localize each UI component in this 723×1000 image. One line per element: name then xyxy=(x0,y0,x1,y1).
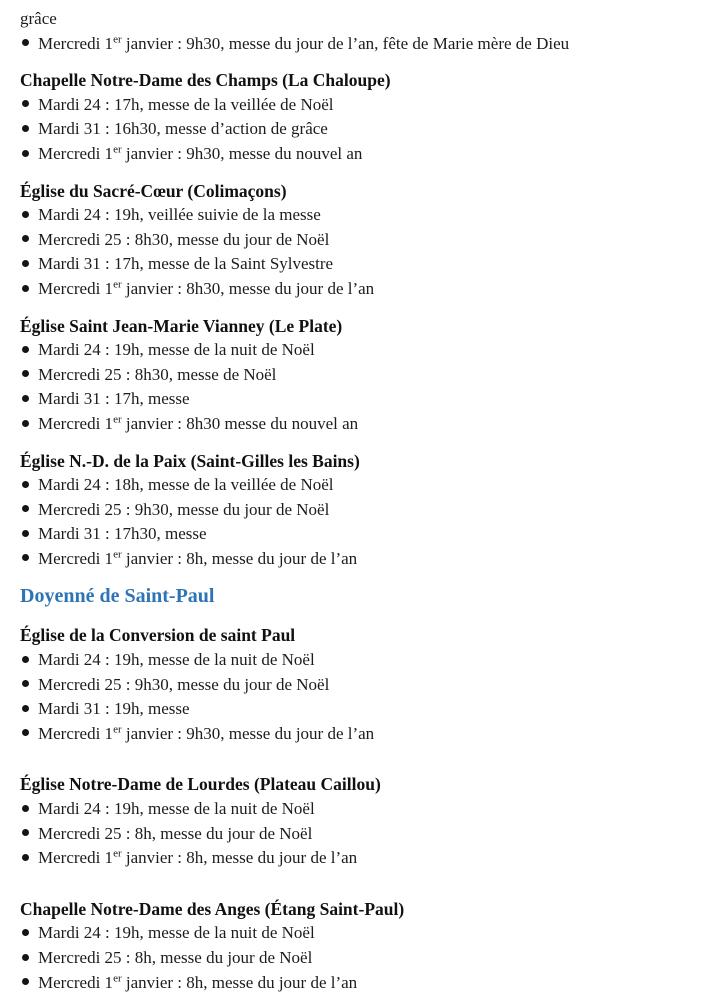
mass-time-item xyxy=(20,648,709,673)
bullet-icon xyxy=(22,39,29,46)
mass-time-item xyxy=(20,846,709,871)
mass-time-text: Mercredi 25 : 9h30, messe du jour de Noël xyxy=(38,499,330,519)
church-heading: Chapelle Notre-Dame des Champs (La Chaloupe) xyxy=(20,70,391,91)
mass-times-list xyxy=(20,921,709,995)
bullet-icon xyxy=(22,370,29,377)
mass-time-text: Mardi 24 : 19h, messe de la nuit de Noël xyxy=(38,650,315,670)
church-heading: Église de la Conversion de saint Paul xyxy=(20,625,296,646)
mass-times-list xyxy=(20,203,709,301)
mass-time-text: Mercredi 1er janvier : 8h, messe du jour de l’an xyxy=(38,548,358,568)
mass-time-text: Mercredi 1er janvier : 9h30, messe du nouvel an xyxy=(38,143,363,163)
church-section xyxy=(20,68,709,166)
mass-time-item xyxy=(20,363,709,388)
bullet-icon xyxy=(22,150,29,157)
church-heading: Chapelle Notre-Dame des Anges (Étang Saint-Paul) xyxy=(20,898,405,919)
bullet-icon xyxy=(22,554,29,561)
bullet-icon xyxy=(22,530,29,537)
mass-time-text: Mardi 24 : 18h, messe de la veillée de Noël xyxy=(38,475,334,495)
bullet-icon xyxy=(22,978,29,985)
ordinal-superscript: er xyxy=(113,548,122,561)
mass-time-text: Mercredi 1er janvier : 8h30 messe du nouvel an xyxy=(38,413,359,433)
mass-time-item xyxy=(20,277,709,302)
bullet-icon xyxy=(22,100,29,107)
ordinal-superscript: er xyxy=(113,971,122,984)
mass-time-text: Mercredi 1er janvier : 8h, messe du jour de l’an xyxy=(38,971,358,992)
bullet-icon xyxy=(22,285,29,292)
bullet-icon xyxy=(22,346,29,353)
deanery-heading: Doyenné de Saint-Paul xyxy=(20,585,215,608)
mass-time-item xyxy=(20,498,709,523)
mass-time-text: Mercredi 25 : 8h30, messe de Noël xyxy=(38,364,277,384)
bullet-icon xyxy=(22,954,29,961)
mass-time-text: Mardi 31 : 17h30, messe xyxy=(38,524,207,544)
mass-time-item xyxy=(20,228,709,253)
church-section xyxy=(20,449,709,572)
bullet-icon xyxy=(22,854,29,861)
bullet-icon xyxy=(22,505,29,512)
document-body xyxy=(20,7,709,995)
church-section xyxy=(20,179,709,302)
church-heading: Église du Sacré-Cœur (Colimaçons) xyxy=(20,180,287,201)
mass-time-text: Mercredi 25 : 8h, messe du jour de Noël xyxy=(38,823,313,843)
bullet-icon xyxy=(22,211,29,218)
mass-time-item xyxy=(20,93,709,118)
mass-time-text: Mercredi 1er janvier : 9h30, messe du jour de l’an xyxy=(38,723,375,743)
mass-time-item xyxy=(20,338,709,363)
mass-times-list xyxy=(20,473,709,571)
church-heading: Église N.-D. de la Paix (Saint-Gilles les Bains) xyxy=(20,450,360,471)
mass-time-item xyxy=(20,946,709,971)
mass-time-text: Mardi 31 : 17h, messe de la Saint Sylvestre xyxy=(38,254,334,274)
church-heading: Église Saint Jean-Marie Vianney (Le Plate) xyxy=(20,315,343,336)
bullet-icon xyxy=(22,929,29,936)
mass-time-item xyxy=(20,203,709,228)
mass-time-item xyxy=(20,412,709,437)
mass-time-text: Mardi 24 : 17h, messe de la veillée de Noël xyxy=(38,94,334,114)
mass-time-text: Mardi 31 : 16h30, messe d’action de grâce xyxy=(38,119,328,139)
mass-time-item xyxy=(20,142,709,167)
mass-times-list xyxy=(20,93,709,167)
ordinal-superscript: er xyxy=(113,847,122,860)
mass-time-item xyxy=(20,473,709,498)
mass-time-item xyxy=(20,252,709,277)
ordinal-superscript: er xyxy=(113,32,122,45)
mass-time-text: Mardi 24 : 19h, veillée suivie de la messe xyxy=(38,205,321,225)
mass-time-item xyxy=(20,673,709,698)
mass-time-item xyxy=(20,547,709,572)
mass-time-item xyxy=(20,117,709,142)
church-section xyxy=(20,314,709,437)
mass-time-item xyxy=(20,32,709,57)
mass-time-text: Mardi 24 : 19h, messe de la nuit de Noël xyxy=(38,923,315,943)
mass-time-item xyxy=(20,697,709,722)
mass-times-list xyxy=(20,797,709,871)
mass-time-item xyxy=(20,921,709,946)
mass-times-list xyxy=(20,338,709,436)
mass-time-item xyxy=(20,822,709,847)
mass-time-item xyxy=(20,387,709,412)
ordinal-superscript: er xyxy=(113,278,122,291)
bullet-icon xyxy=(22,805,29,812)
mass-time-item xyxy=(20,522,709,547)
mass-time-text: Mardi 24 : 19h, messe de la nuit de Noël xyxy=(38,799,315,819)
mass-times-list xyxy=(20,648,709,746)
ordinal-superscript: er xyxy=(113,143,122,156)
bullet-icon xyxy=(22,705,29,712)
bullet-icon xyxy=(22,260,29,267)
mass-time-text: Mardi 24 : 19h, messe de la nuit de Noël xyxy=(38,340,315,360)
bullet-icon xyxy=(22,420,29,427)
bullet-icon xyxy=(22,235,29,242)
ordinal-superscript: er xyxy=(113,413,122,426)
mass-time-text: Mardi 31 : 19h, messe xyxy=(38,699,190,719)
bullet-icon xyxy=(22,125,29,132)
mass-time-text: Mercredi 1er janvier : 8h, messe du jour de l’an xyxy=(38,847,358,868)
mass-time-text: Mercredi 25 : 9h30, messe du jour de Noël xyxy=(38,674,330,694)
bullet-icon xyxy=(22,481,29,488)
mass-time-text: Mercredi 25 : 8h30, messe du jour de Noël xyxy=(38,229,330,249)
church-section xyxy=(20,623,709,746)
mass-time-item xyxy=(20,722,709,747)
continuation-text: grâce xyxy=(20,9,57,28)
bullet-icon xyxy=(22,729,29,736)
mass-time-text: Mardi 31 : 17h, messe xyxy=(38,389,190,409)
church-section xyxy=(20,772,709,870)
mass-time-text: Mercredi 25 : 8h, messe du jour de Noël xyxy=(38,948,313,967)
bullet-icon xyxy=(22,829,29,836)
church-heading: Église Notre-Dame de Lourdes (Plateau Caillou) xyxy=(20,774,381,795)
bullet-icon xyxy=(22,656,29,663)
mass-time-text: Mercredi 1er janvier : 8h30, messe du jour de l’an xyxy=(38,278,375,298)
mass-time-item xyxy=(20,797,709,822)
mass-time-text: Mercredi 1er janvier : 9h30, messe du jour de l’an, fête de Marie mère de Dieu xyxy=(38,32,570,53)
bullet-icon xyxy=(22,680,29,687)
ordinal-superscript: er xyxy=(113,723,122,736)
mass-times-list xyxy=(20,32,709,57)
church-section xyxy=(20,897,709,995)
bullet-icon xyxy=(22,395,29,402)
mass-time-item xyxy=(20,971,709,996)
